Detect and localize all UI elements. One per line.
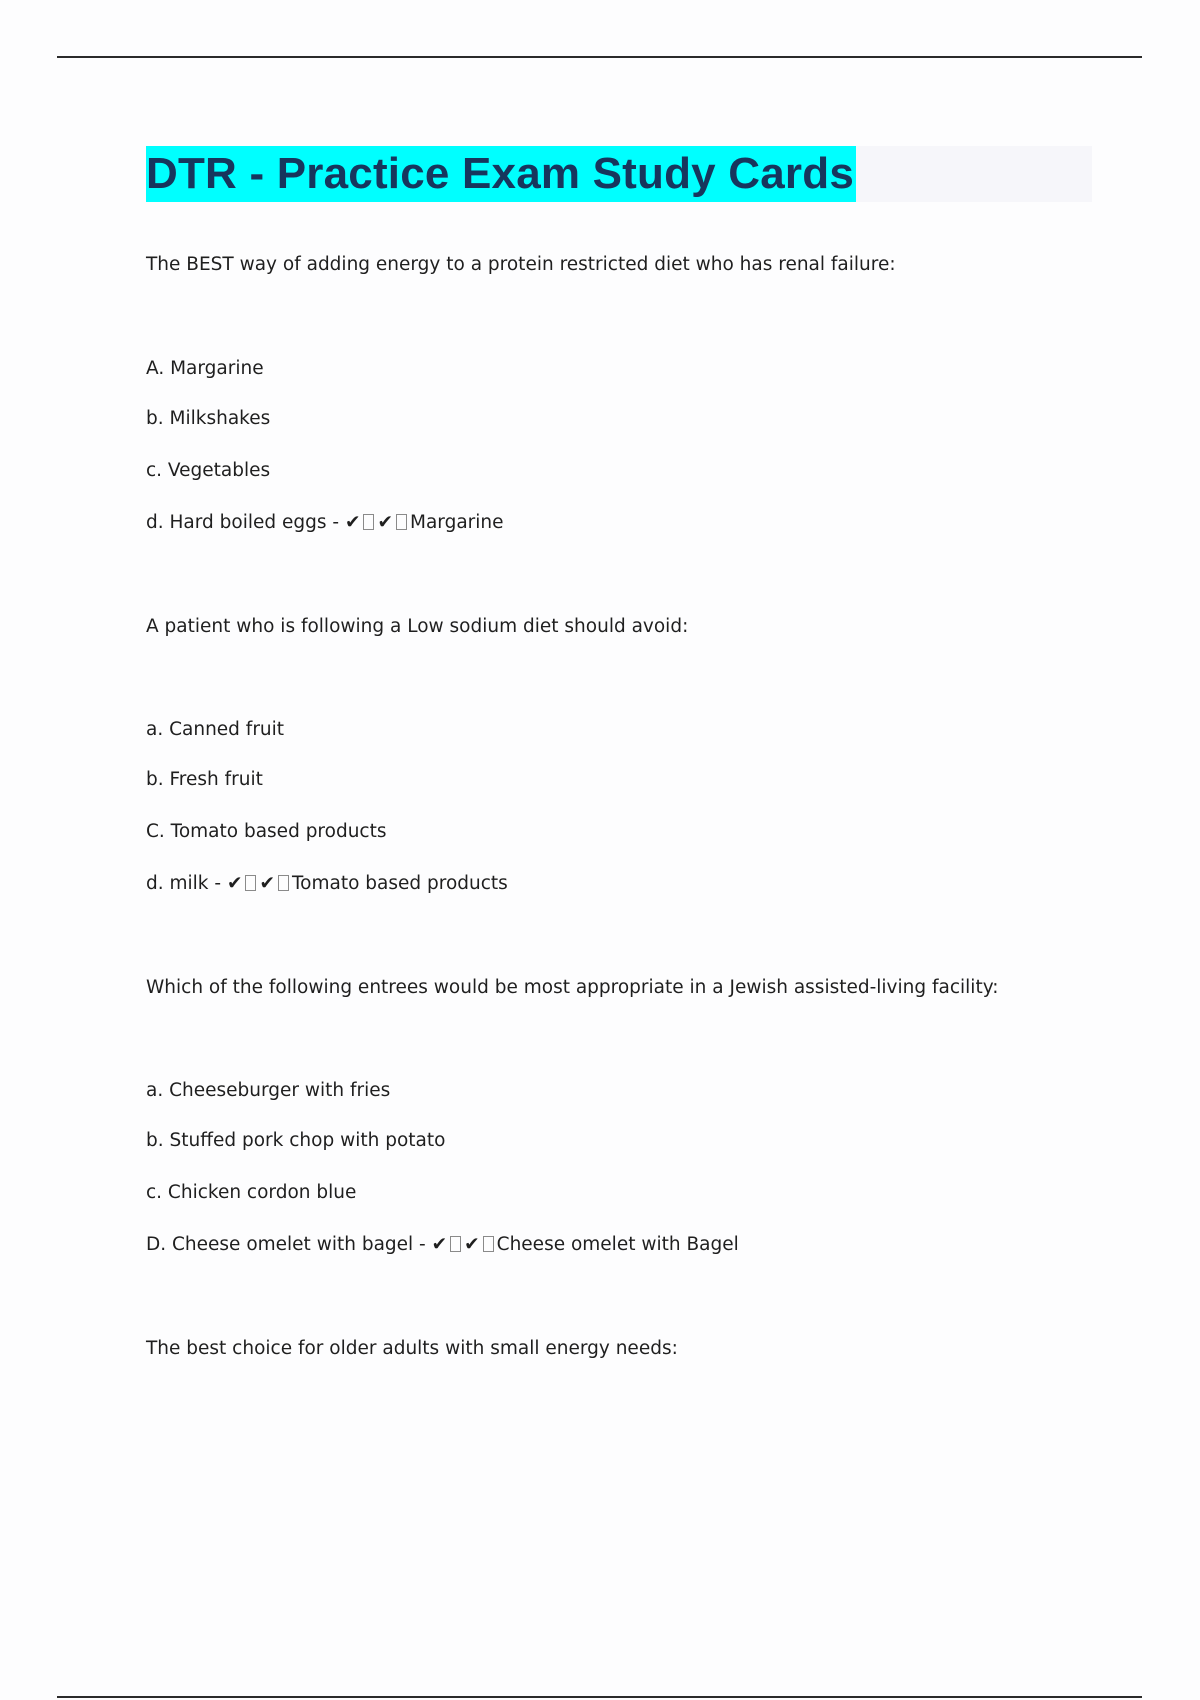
option-d: d. milk -	[146, 873, 222, 894]
missing-glyph-box-icon	[483, 1236, 494, 1252]
option-d-with-answer	[146, 871, 508, 897]
answer-text: Tomato based products	[292, 873, 508, 894]
option-b: b. Milkshakes	[146, 408, 271, 429]
question-text: The best choice for older adults with small energy needs:	[146, 1338, 678, 1359]
option-d-with-answer	[146, 510, 504, 536]
header-rule	[57, 56, 1142, 58]
option-c: C. Tomato based products	[146, 821, 387, 842]
option-c: c. Chicken cordon blue	[146, 1182, 357, 1203]
option-c: c. Vegetables	[146, 460, 271, 481]
document-title: DTR - Practice Exam Study Cards	[146, 146, 856, 202]
option-a: a. Canned fruit	[146, 719, 285, 740]
missing-glyph-box-icon	[396, 514, 407, 530]
question-text: A patient who is following a Low sodium diet should avoid:	[146, 616, 689, 637]
option-d-with-answer	[146, 1232, 739, 1258]
option-a: a. Cheeseburger with fries	[146, 1080, 391, 1101]
question-text: The BEST way of adding energy to a protein restricted diet who has renal failure:	[146, 254, 896, 275]
missing-glyph-box-icon	[363, 514, 374, 530]
option-b: b. Stuffed pork chop with potato	[146, 1130, 446, 1151]
option-a: A. Margarine	[146, 358, 264, 379]
missing-glyph-box-icon	[450, 1236, 461, 1252]
footer-rule	[57, 1696, 1142, 1698]
missing-glyph-box-icon	[245, 875, 256, 891]
option-d: D. Cheese omelet with bagel -	[146, 1234, 426, 1255]
answer-text: Margarine	[410, 512, 504, 533]
option-b: b. Fresh fruit	[146, 769, 263, 790]
check-icon: ✔	[344, 512, 361, 533]
question-text: Which of the following entrees would be most appropriate in a Jewish assisted-living facility:	[146, 977, 999, 998]
check-icon: ✔	[431, 1234, 448, 1255]
missing-glyph-box-icon	[278, 875, 289, 891]
answer-text: Cheese omelet with Bagel	[496, 1234, 739, 1255]
option-d: d. Hard boiled eggs -	[146, 512, 340, 533]
check-icon: ✔	[259, 873, 275, 894]
check-icon: ✔	[226, 873, 243, 894]
check-icon: ✔	[464, 1234, 480, 1255]
check-icon: ✔	[377, 512, 393, 533]
